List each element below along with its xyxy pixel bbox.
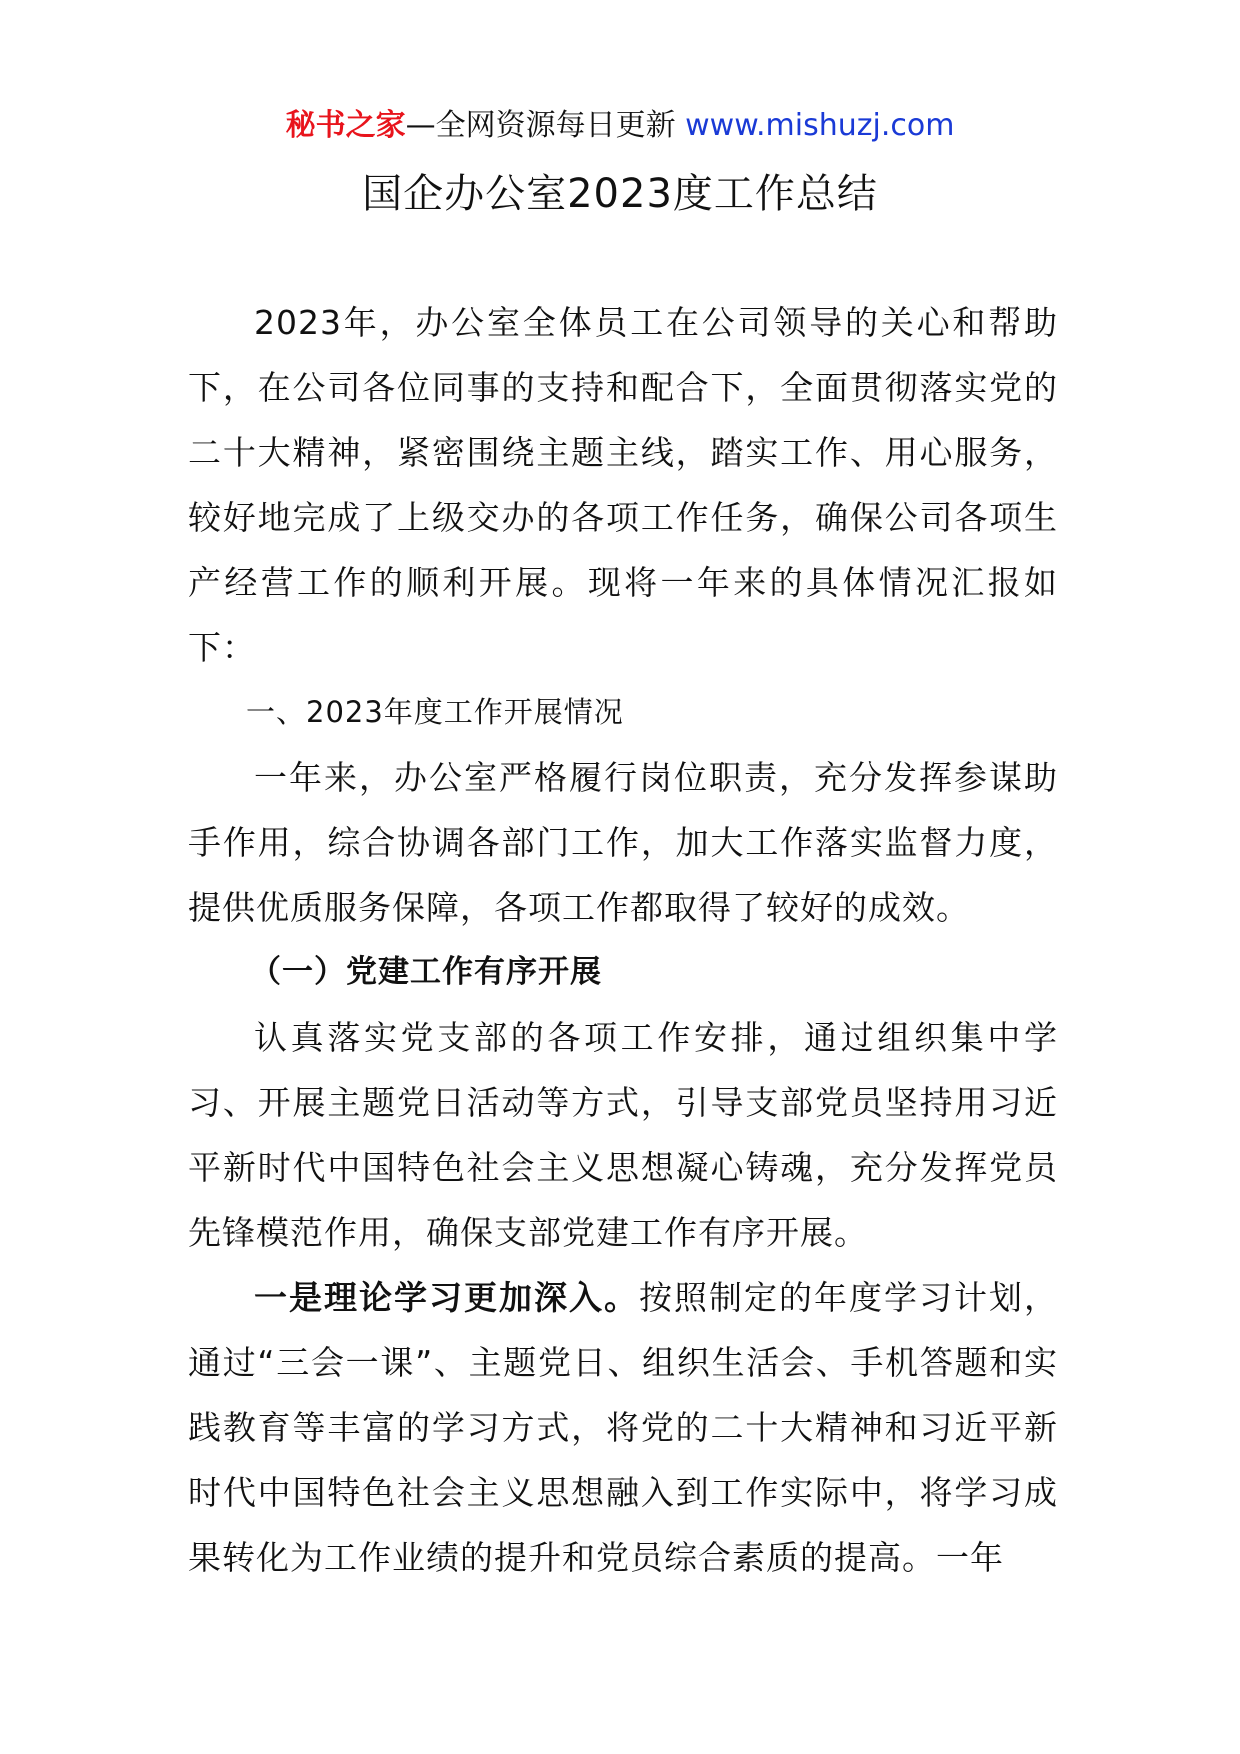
subsection-heading: （一）党建工作有序开展 [250,954,602,990]
brand-name: 秘书之家 [285,108,406,143]
document-title: 国企办公室2023度工作总结 [362,171,878,217]
point-paragraph [188,1265,1058,1590]
intro-paragraph: 2023年，办公室全体员工在公司领导的关心和帮助下，在公司各位同事的支持和配合下，全面贯彻落实党的二十大精神，紧密围绕主题主线，踏实工作、用心服务，较好地完成了上级交办的各项工作任务，确保公司各项生产经营工作的顺利开展。现将一年来的具体情况汇报如下： [188,303,1058,667]
site-url-link[interactable]: www.mishuzj.com [685,108,955,143]
section-paragraph: 一年来，办公室严格履行岗位职责，充分发挥参谋助手作用，综合协调各部门工作，加大工作落实监督力度，提供优质服务保障，各项工作都取得了较好的成效。 [188,758,1058,927]
subsection-paragraph: 认真落实党支部的各项工作安排，通过组织集中学习、开展主题党日活动等方式，引导支部党员坚持用习近平新时代中国特色社会主义思想凝心铸魂，充分发挥党员先锋模范作用，确保支部党建工作有序开展。 [188,1018,1058,1252]
point-lead: 一是理论学习更加深入。 [254,1278,639,1317]
point-text: 按照制定的年度学习计划，通过“三会一课”、主题党日、组织生活会、手机答题和实践教育等丰富的学习方式，将党的二十大精神和习近平新时代中国特色社会主义思想融入到工作实际中，将学习成果转化为工作业绩的提升和党员综合素质的提高。一年 [188,1278,1058,1577]
section-heading: 一、2023年度工作开展情况 [246,695,624,729]
site-banner [0,104,1240,148]
document-body [188,290,1058,1590]
banner-slogan: —全网资源每日更新 [405,108,676,143]
